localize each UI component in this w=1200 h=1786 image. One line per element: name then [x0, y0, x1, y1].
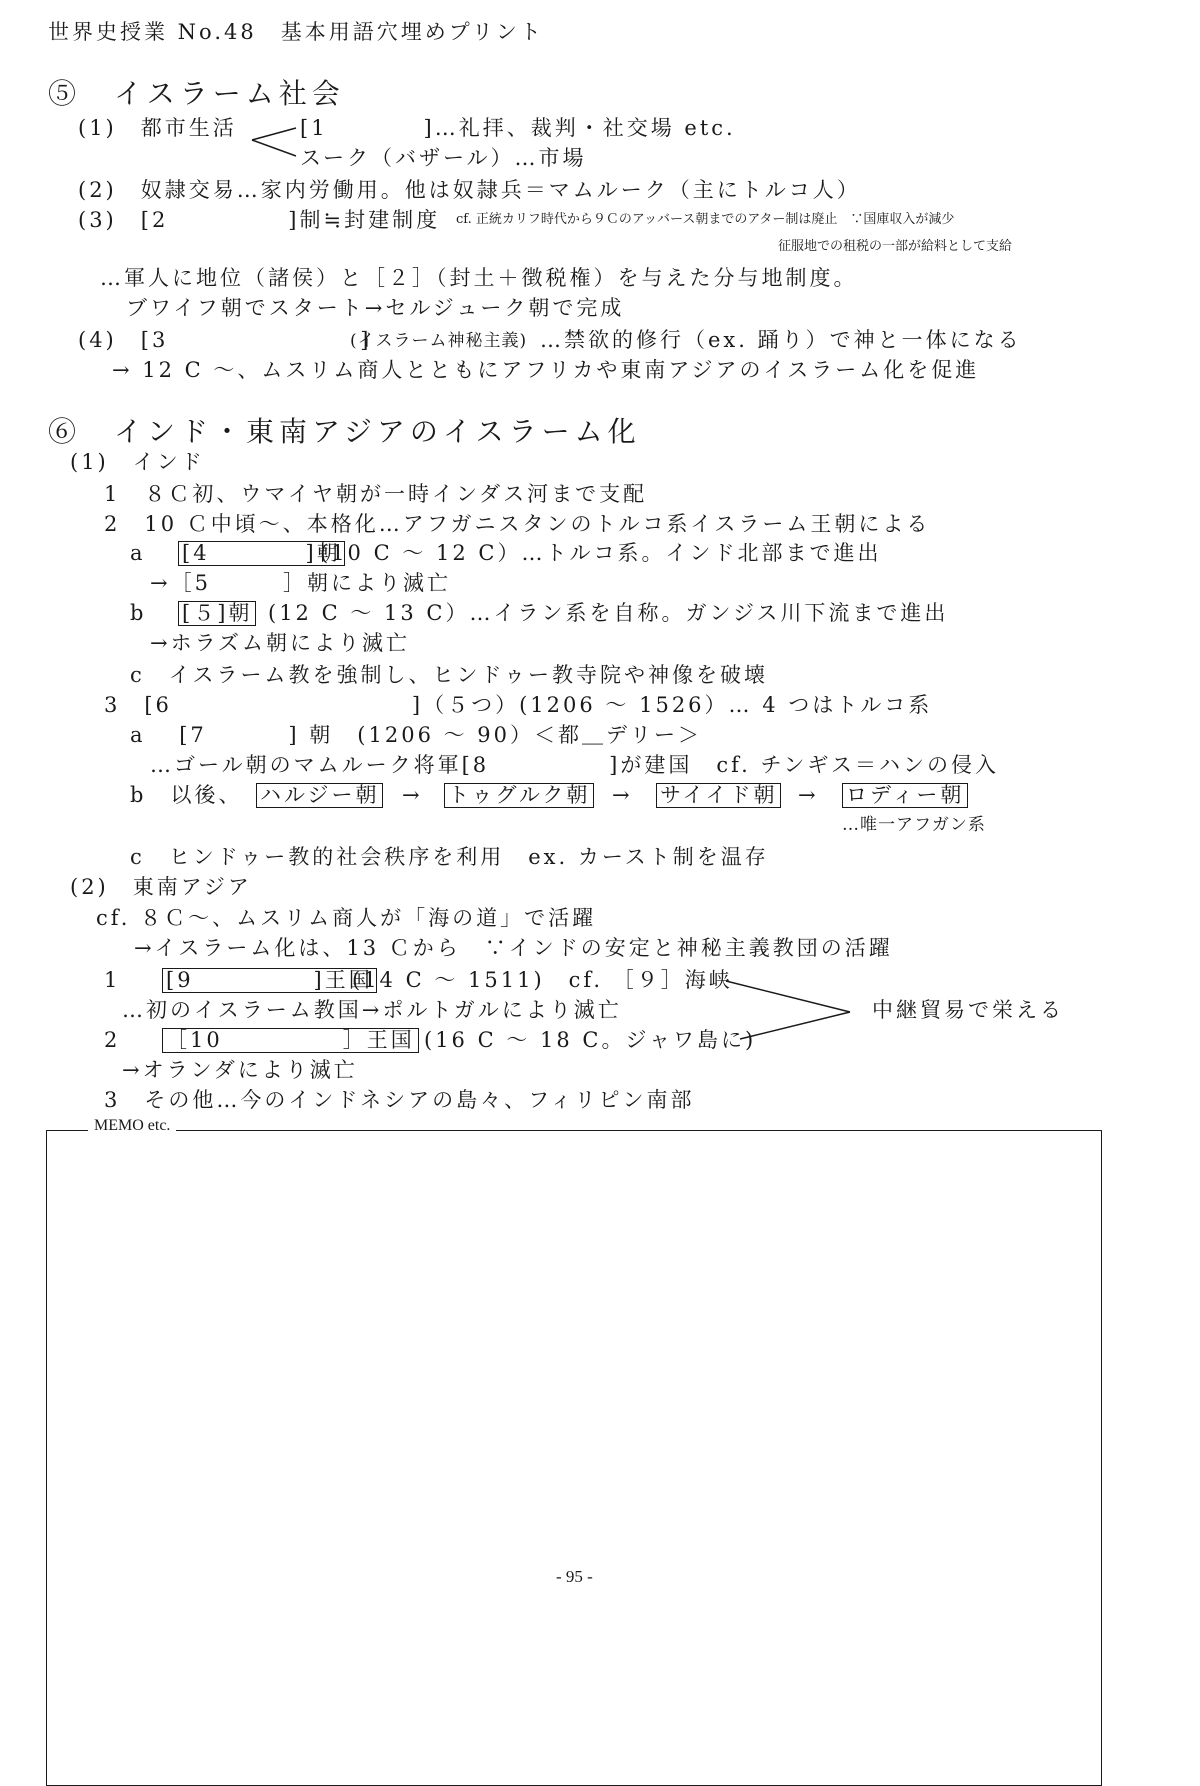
memo-box: [46, 1130, 1102, 1786]
s6-line-18c: (14 C ～ 1511) cf. ［９］海峡: [352, 968, 733, 992]
arrow-1: →: [402, 783, 423, 807]
s6-line-19: …初のイスラーム教国→ポルトガルにより滅亡: [122, 998, 622, 1022]
s6-line-20a: 2: [104, 1028, 121, 1052]
section-6-heading: ⑥ インド・東南アジアのイスラーム化: [48, 415, 641, 448]
s5-line-3a: (3) [2 ]制≒封建制度: [78, 208, 441, 232]
s5-line-4: …軍人に地位（諸侯）と［２］（封土＋徴税権）を与えた分与地制度。: [100, 266, 858, 290]
s6-line-12a: b 以後、: [130, 783, 243, 807]
s5-line-6c: …禁欲的修行（ex. 踊り）で神と一体になる: [540, 328, 1022, 352]
s5-line-2: (2) 奴隷交易…家内労働用。他は奴隷兵＝マムルーク（主にトルコ人）: [78, 178, 861, 202]
s6-line-18a: 1: [104, 968, 121, 992]
lodi-box: ロディー朝: [842, 783, 968, 808]
s6-line-4a: a: [130, 541, 146, 565]
s5-line-3c: 征服地での租税の一部が給料として支給: [778, 239, 1013, 254]
tughlaq-box: トゥグルク朝: [444, 783, 594, 808]
sayyid-box: サイイド朝: [656, 783, 781, 808]
s6-line-9: 3 [6 ]（５つ）(1206 ～ 1526）… 4 つはトルコ系: [104, 693, 933, 717]
s6-line-1: (1) インド: [70, 450, 205, 474]
s5-line-6b: (イスラーム神秘主義): [350, 331, 528, 351]
s6-line-6c: (12 C ～ 13 C）…イラン系を自称。ガンジス川下流まで進出: [268, 601, 949, 625]
s5-line-1: (1) 都市生活: [78, 116, 237, 140]
s6-line-5: →［5 ］朝により滅亡: [150, 571, 451, 595]
s5-line-1a: [1 ]…礼拝、裁判・社交場 etc.: [300, 116, 736, 140]
arrow-3: →: [798, 783, 819, 807]
s6-line-22: 3 その他…今のインドネシアの島々、フィリピン南部: [104, 1088, 695, 1112]
malacca-box: [9 ]王国: [162, 968, 377, 993]
s6-line-16: cf. ８Ｃ～、ムスリム商人が「海の道」で活躍: [96, 906, 597, 930]
s6-line-21: →オランダにより滅亡: [122, 1058, 358, 1082]
s6-line-14: c ヒンドゥー教的社会秩序を利用 ex. カースト制を温存: [130, 845, 769, 869]
s5-line-5: ブワイフ朝でスタート→セルジューク朝で完成: [126, 296, 625, 320]
s5-line-6a: (4) [3 ]: [78, 328, 372, 352]
s6-line-8: c イスラーム教を強制し、ヒンドゥー教寺院や神像を破壊: [130, 663, 769, 687]
s5-line-1b: スーク（バザール）…市場: [300, 146, 587, 170]
s6-line-4c: (10 C ～ 12 C）…トルコ系。インド北部まで進出: [320, 541, 882, 565]
s6-line-2: 1 ８Ｃ初、ウマイヤ朝が一時インダス河まで支配: [104, 482, 648, 506]
ghurid-box: [５]朝: [178, 601, 256, 626]
s6-line-3: 2 10 Ｃ中頃～、本格化…アフガニスタンのトルコ系イスラーム王朝による: [104, 512, 931, 536]
s6-line-13: …唯一アフガン系: [842, 815, 986, 835]
mataram-box: ［10 ］王国: [162, 1028, 419, 1053]
s6-line-17: →イスラーム化は、13 Ｃから ∵インドの安定と神秘主義教団の活躍: [134, 936, 893, 960]
ghaznavid-box: [4 ]朝: [178, 541, 345, 566]
s5-line-3b: cf. 正統カリフ時代から９Ｃのアッバース朝までのアター制は廃止 ∵国庫収入が減少: [456, 212, 955, 227]
page-number: - 95 -: [556, 1567, 593, 1586]
arrow-2: →: [612, 783, 633, 807]
memo-label: MEMO etc.: [88, 1117, 176, 1135]
s6-line-10: a [7 ] 朝 (1206 ～ 90）＜都＿デリー＞: [130, 723, 702, 747]
trade-note: 中継貿易で栄える: [872, 998, 1064, 1022]
page-title: 世界史授業 No.48 基本用語穴埋めプリント: [48, 20, 544, 44]
s6-line-11: …ゴール朝のマムルーク将軍[8 ]が建国 cf. チンギス＝ハンの侵入: [150, 753, 999, 777]
section-5-heading: ⑤ イスラーム社会: [48, 77, 345, 110]
s6-line-6a: b: [130, 601, 147, 625]
khalji-box: ハルジー朝: [256, 783, 383, 808]
s6-line-20c: (16 C ～ 18 C。ジャワ島に): [424, 1028, 757, 1052]
s6-line-15: (2) 東南アジア: [70, 875, 252, 899]
s6-line-7: →ホラズム朝により滅亡: [150, 631, 410, 655]
s5-line-7: → 12 C ～、ムスリム商人とともにアフリカや東南アジアのイスラーム化を促進: [112, 358, 980, 382]
